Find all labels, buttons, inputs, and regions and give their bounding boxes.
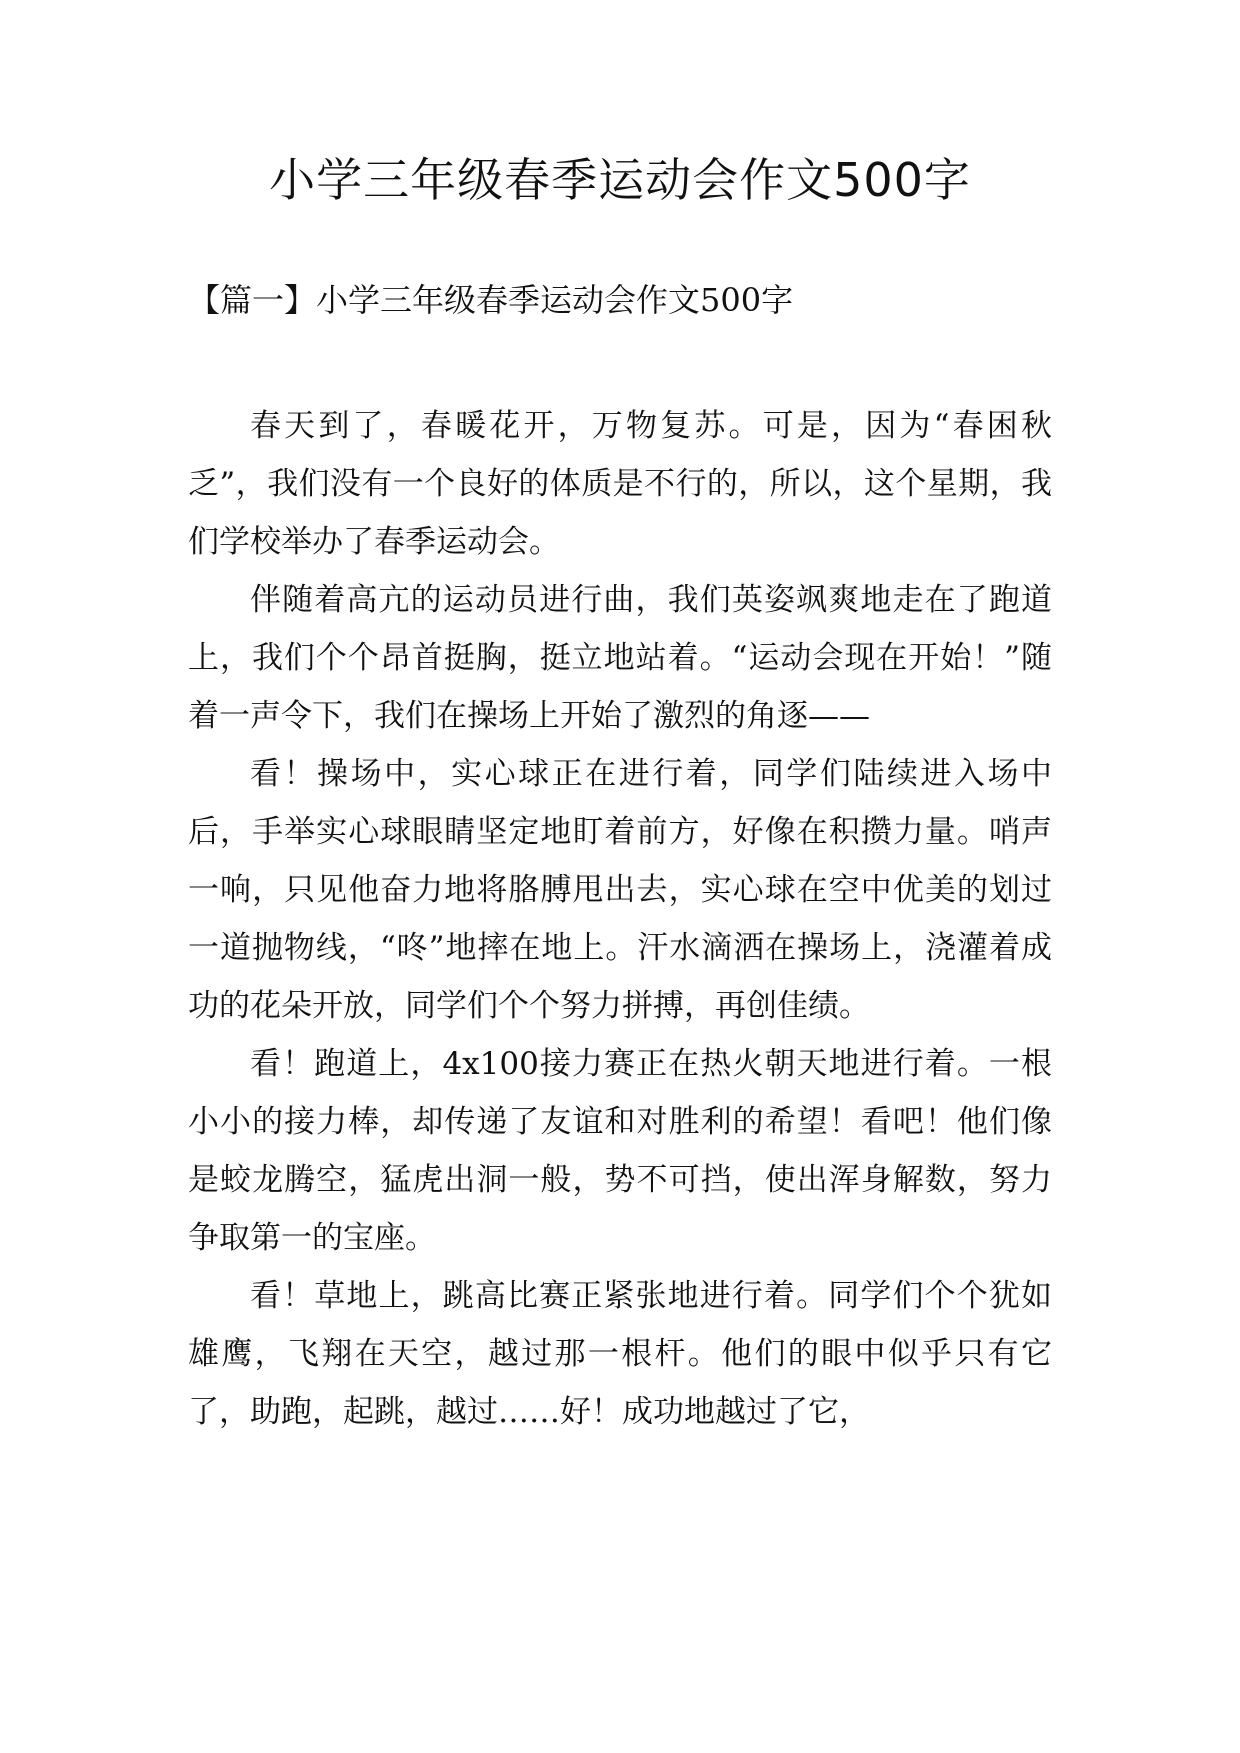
paragraph-3: 看！操场中，实心球正在进行着，同学们陆续进入场中后，手举实心球眼睛坚定地盯着前方，好像在积攒力量。哨声一响，只见他奋力地将胳膊甩出去，实心球在空中优美的划过一道抛物线，“咚”地摔在地上。汗水滴洒在操场上，浇灌着成功的花朵开放，同学们个个努力拼搏，再创佳绩。 bbox=[188, 756, 1052, 1024]
section-heading: 【篇一】小学三年级春季运动会作文500字 bbox=[188, 281, 794, 319]
paragraph-1: 春天到了，春暖花开，万物复苏。可是，因为“春困秋乏”，我们没有一个良好的体质是不行的，所以，这个星期，我们学校举办了春季运动会。 bbox=[188, 408, 1052, 560]
document-title: 小学三年级春季运动会作文500字 bbox=[269, 153, 971, 207]
paragraph-5: 看！草地上，跳高比赛正紧张地进行着。同学们个个犹如雄鹰，飞翔在天空，越过那一根杆。他们的眼中似乎只有它了，助跑，起跳，越过……好！成功地越过了它， bbox=[188, 1278, 1052, 1430]
essay-body bbox=[188, 397, 1052, 1441]
paragraph-2: 伴随着高亢的运动员进行曲，我们英姿飒爽地走在了跑道上，我们个个昂首挺胸，挺立地站着。“运动会现在开始！”随着一声令下，我们在操场上开始了激烈的角逐—— bbox=[188, 582, 1052, 734]
paragraph-4: 看！跑道上，4x100接力赛正在热火朝天地进行着。一根小小的接力棒，却传递了友谊和对胜利的希望！看吧！他们像是蛟龙腾空，猛虎出洞一般，势不可挡，使出浑身解数，努力争取第一的宝座。 bbox=[188, 1046, 1052, 1256]
